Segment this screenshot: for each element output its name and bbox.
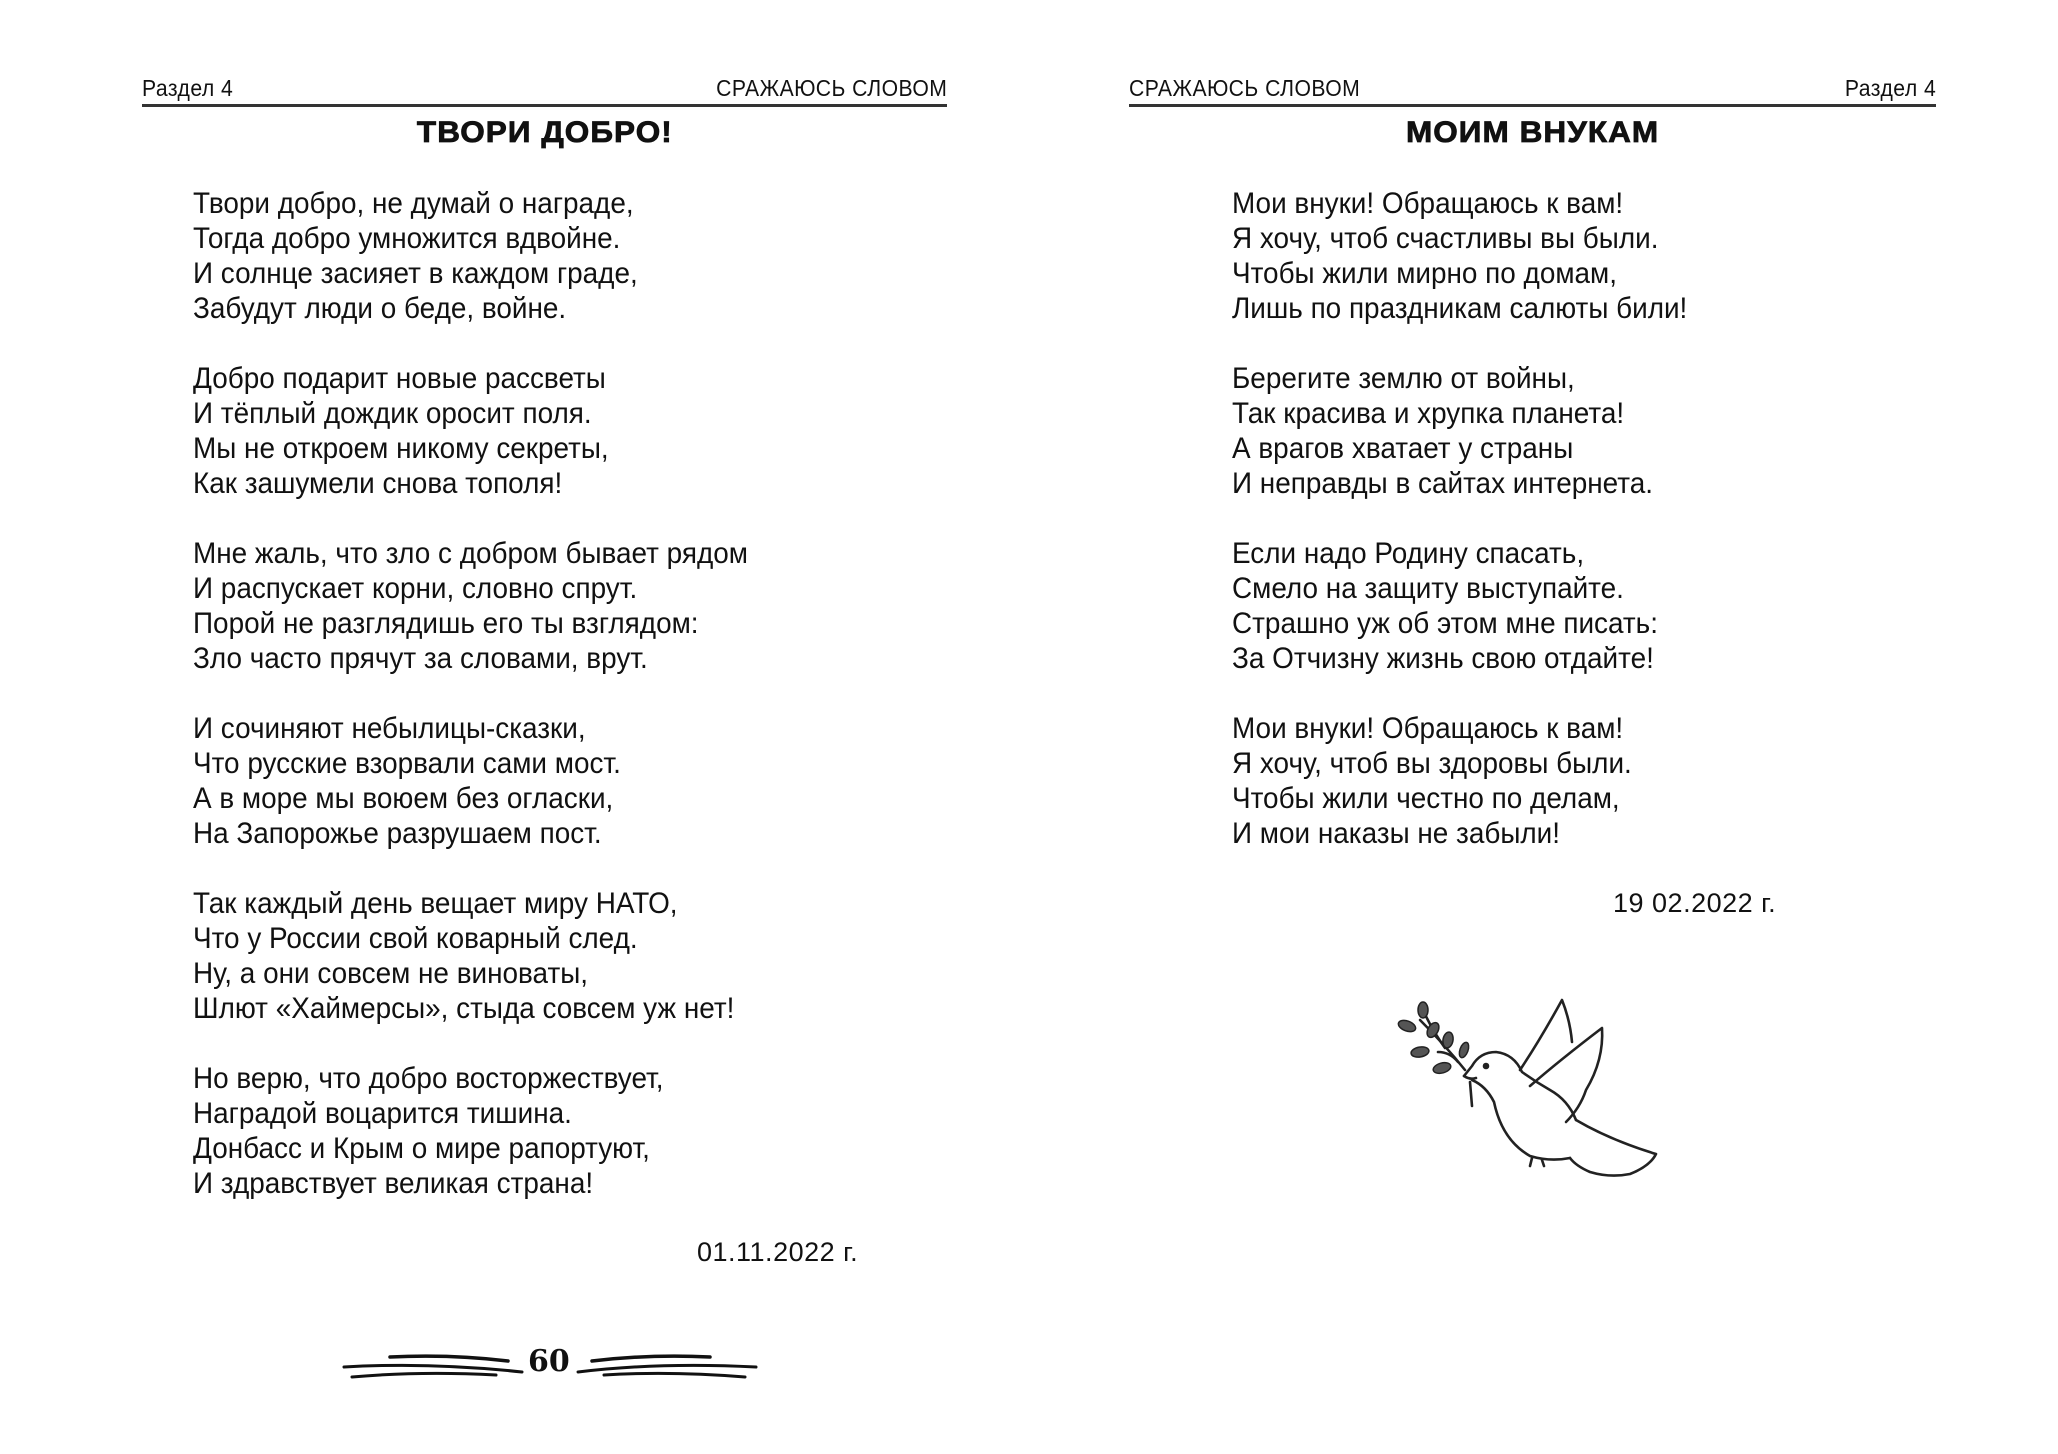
stanza bbox=[193, 886, 748, 1026]
stanza bbox=[193, 361, 748, 501]
poem-title: ТВОРИ ДОБРО! bbox=[416, 116, 673, 149]
poem-line: И мои наказы не забыли! bbox=[1232, 817, 1561, 850]
poem-line: И тёплый дождик оросит поля. bbox=[193, 397, 592, 430]
poem-line: Но верю, что добро восторжествует, bbox=[193, 1062, 664, 1095]
poem-line: И распускает корни, словно спрут. bbox=[193, 572, 638, 605]
poem-line: И сочиняют небылицы-сказки, bbox=[193, 712, 586, 745]
poem-line: Как зашумели снова тополя! bbox=[193, 467, 563, 500]
poem-line: Я хочу, чтоб вы здоровы были. bbox=[1232, 747, 1632, 780]
book-title: СРАЖАЮСЬ СЛОВОМ bbox=[1129, 75, 1361, 101]
stanza bbox=[1232, 361, 1687, 501]
stanza bbox=[1232, 711, 1687, 851]
poem-line: Если надо Родину спасать, bbox=[1232, 537, 1585, 570]
poem-line: Что русские взорвали сами мост. bbox=[193, 747, 621, 780]
poem-body bbox=[193, 186, 748, 1236]
poem-line: И здравствует великая страна! bbox=[193, 1167, 594, 1200]
poem-line: Ну, а они совсем не виноваты, bbox=[193, 957, 589, 990]
poem-line: Шлют «Хаймерсы», стыда совсем уж нет! bbox=[193, 992, 735, 1025]
section-label: Раздел 4 bbox=[1844, 75, 1936, 101]
poem-line: Берегите землю от войны, bbox=[1232, 362, 1575, 395]
stanza bbox=[1232, 536, 1687, 676]
poem-line: Мои внуки! Обращаюсь к вам! bbox=[1232, 187, 1624, 220]
poem-line: Чтобы жили мирно по домам, bbox=[1232, 257, 1617, 290]
poem-line: Добро подарит новые рассветы bbox=[193, 362, 606, 395]
poem-line: А врагов хватает у страны bbox=[1232, 432, 1574, 465]
stanza bbox=[193, 1061, 748, 1201]
poem-line: Так каждый день вещает миру НАТО, bbox=[193, 887, 678, 920]
poem-line: Что у России свой коварный след. bbox=[193, 922, 638, 955]
page-number: 60 bbox=[528, 1344, 570, 1379]
poem-line: И солнце засияет в каждом граде, bbox=[193, 257, 638, 290]
poem-title: МОИМ ВНУКАМ bbox=[1405, 116, 1660, 149]
poem-line: Порой не разглядишь его ты взглядом: bbox=[193, 607, 699, 640]
poem-date: 01.11.2022 г. bbox=[697, 1237, 859, 1267]
poem-line: Твори добро, не думай о награде, bbox=[193, 187, 634, 220]
page-number-ornament bbox=[330, 1340, 760, 1390]
stanza bbox=[193, 536, 748, 676]
poem-line: Мне жаль, что зло с добром бывает рядом bbox=[193, 537, 748, 570]
poem-line: Мы не откроем никому секреты, bbox=[193, 432, 609, 465]
stanza bbox=[193, 711, 748, 851]
running-head bbox=[1129, 72, 1936, 107]
poem-line: Донбасс и Крым о мире рапортуют, bbox=[193, 1132, 650, 1165]
poem-date: 19 02.2022 г. bbox=[1613, 888, 1777, 918]
poem-line: Лишь по праздникам салюты били! bbox=[1232, 292, 1688, 325]
poem-line: Тогда добро умножится вдвойне. bbox=[193, 222, 621, 255]
poem-line: За Отчизну жизнь свою отдайте! bbox=[1232, 642, 1654, 675]
poem-line: И неправды в сайтах интернета. bbox=[1232, 467, 1653, 500]
running-head bbox=[142, 72, 947, 107]
poem-line: На Запорожье разрушаем пост. bbox=[193, 817, 602, 850]
poem-line: Я хочу, чтоб счастливы вы были. bbox=[1232, 222, 1659, 255]
poem-line: Чтобы жили честно по делам, bbox=[1232, 782, 1620, 815]
dove-icon bbox=[1390, 990, 1690, 1190]
poem-line: Наградой воцарится тишина. bbox=[193, 1097, 572, 1130]
right-page bbox=[1029, 0, 2058, 1454]
poem-line: Так красива и хрупка планета! bbox=[1232, 397, 1625, 430]
poem-line: Смело на защиту выступайте. bbox=[1232, 572, 1624, 605]
section-label: Раздел 4 bbox=[142, 75, 234, 101]
poem-body bbox=[1232, 186, 1687, 886]
book-title: СРАЖАЮСЬ СЛОВОМ bbox=[715, 75, 947, 101]
poem-line: Зло часто прячут за словами, врут. bbox=[193, 642, 648, 675]
stanza bbox=[193, 186, 748, 326]
poem-line: Мои внуки! Обращаюсь к вам! bbox=[1232, 712, 1624, 745]
poem-line: А в море мы воюем без огласки, bbox=[193, 782, 614, 815]
poem-line: Забудут люди о беде, войне. bbox=[193, 292, 567, 325]
stanza bbox=[1232, 186, 1687, 326]
poem-line: Страшно уж об этом мне писать: bbox=[1232, 607, 1658, 640]
